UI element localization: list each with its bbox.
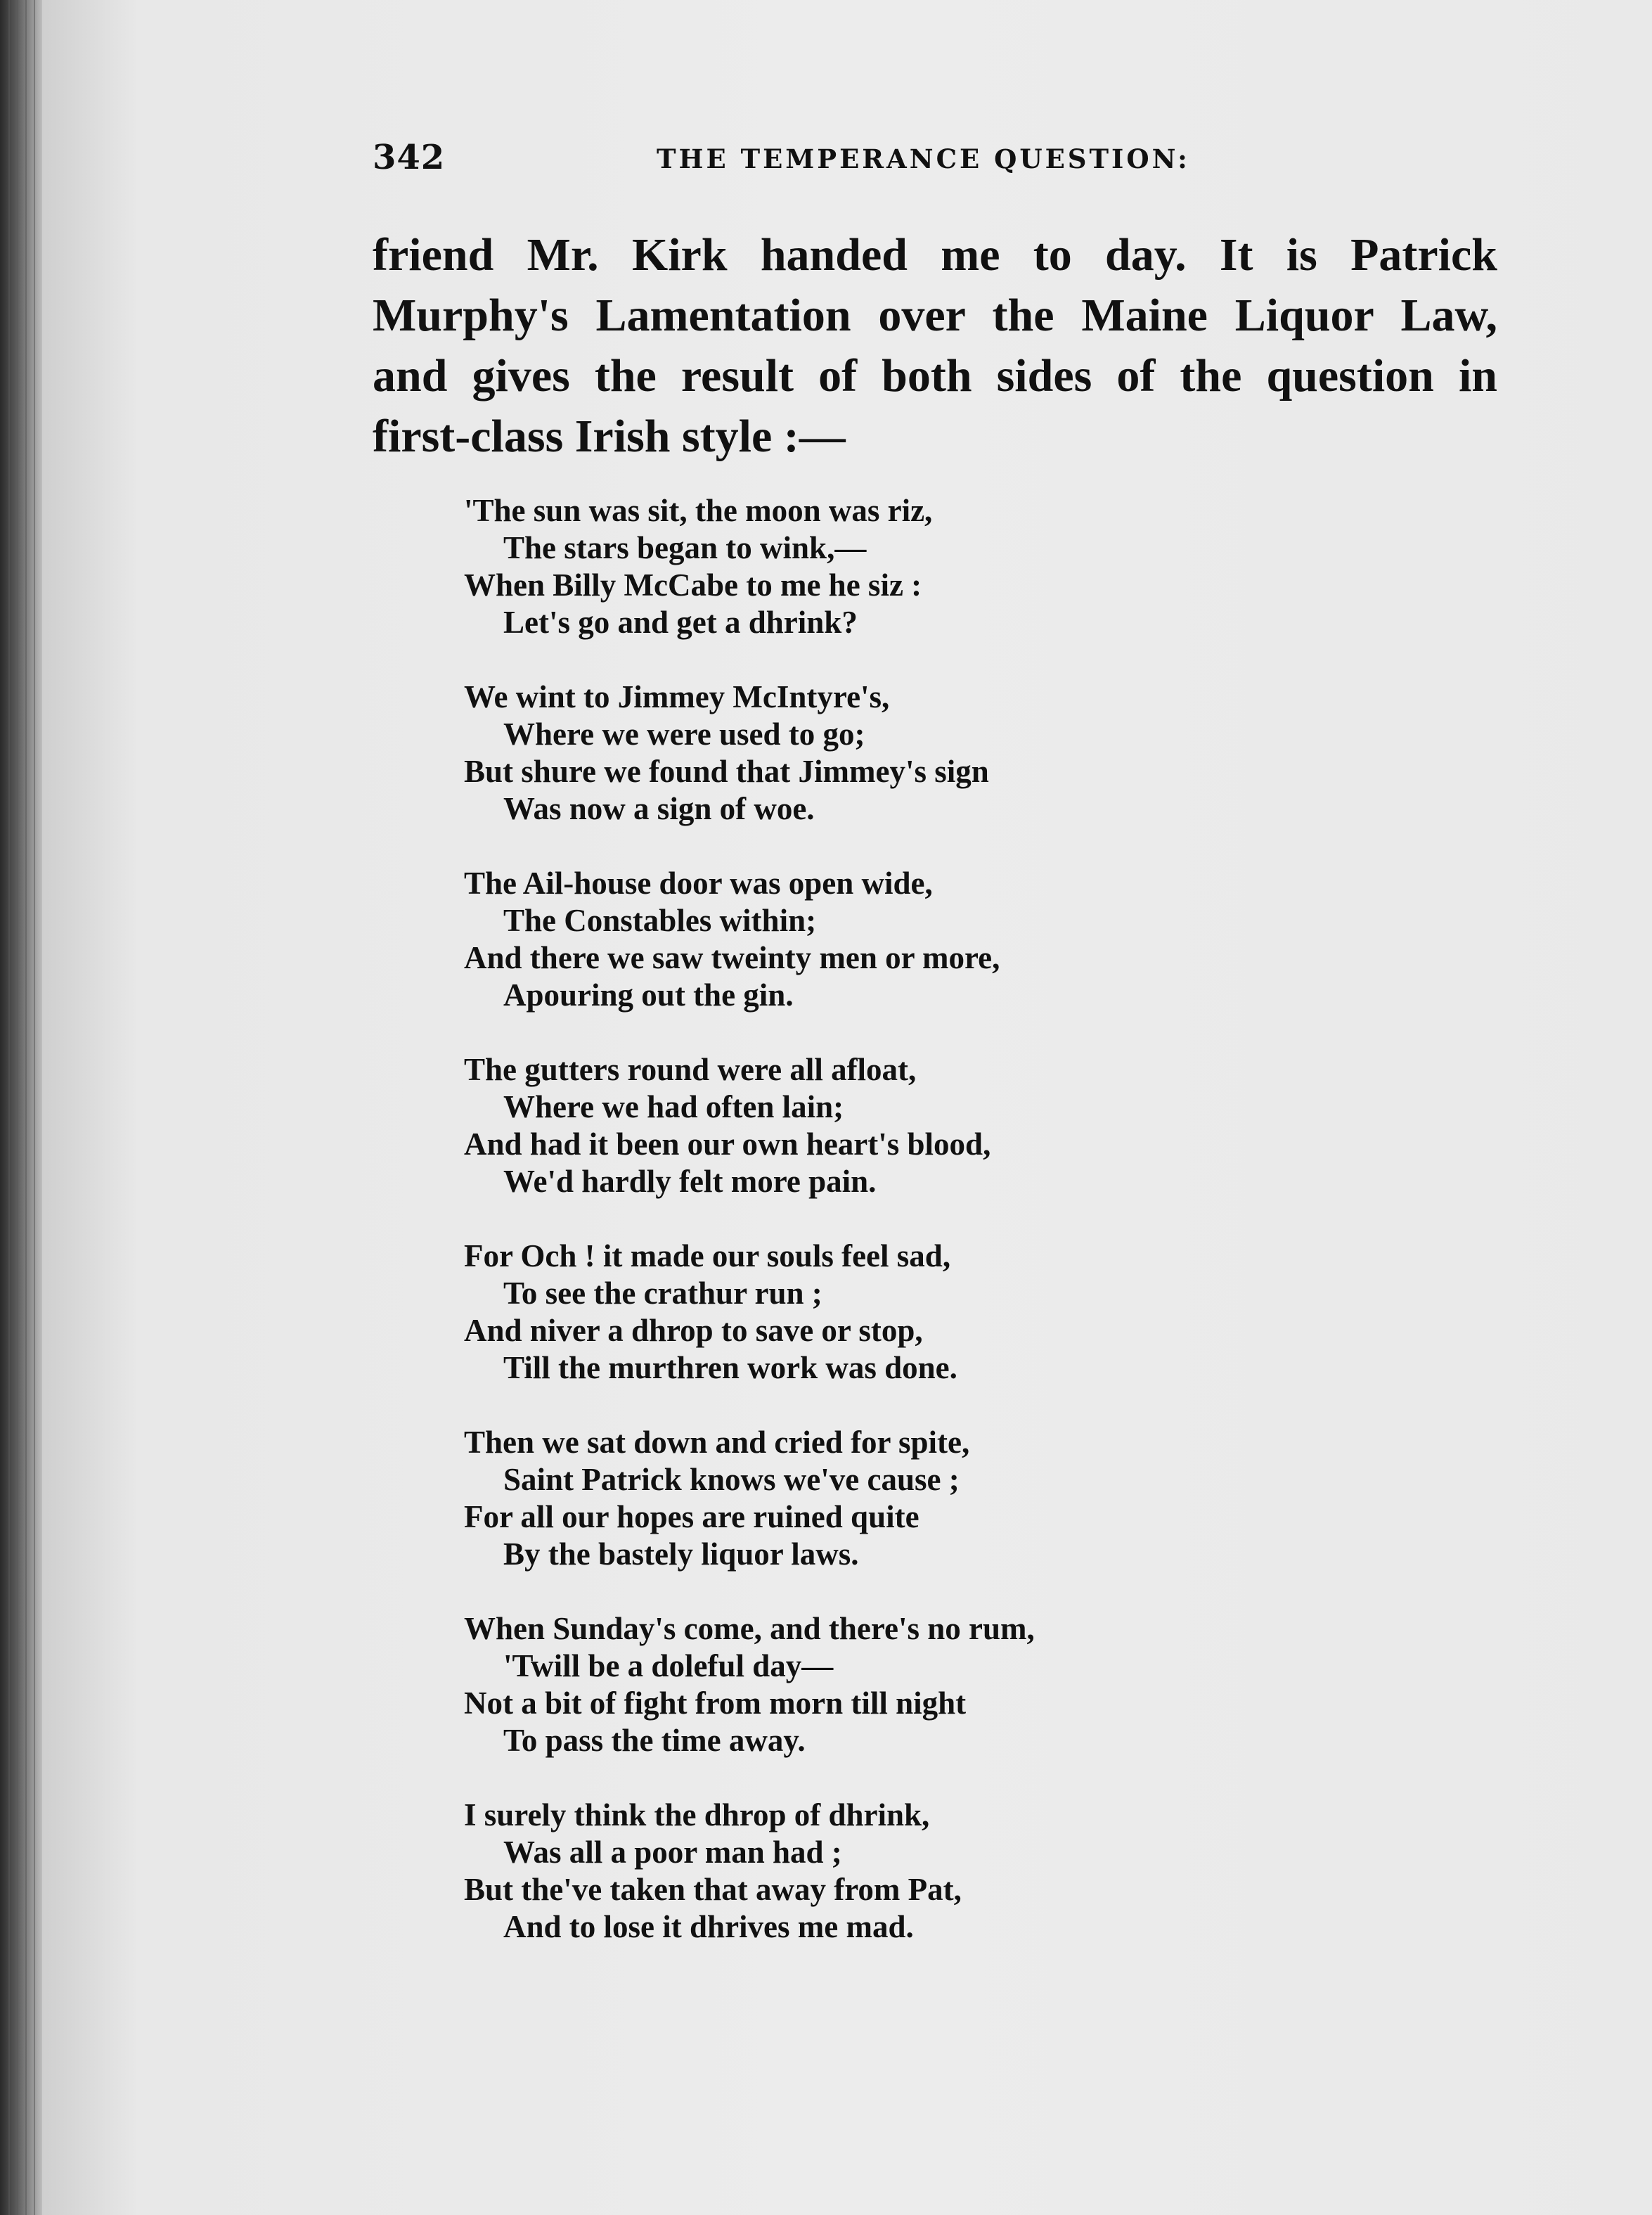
running-head: THE TEMPERANCE QUESTION: [657,143,1190,174]
poem-stanza [464,1610,1237,1759]
verse-line: When Billy McCabe to me he siz : [464,567,922,603]
verse-line: Then we sat down and cried for spite, [464,1425,970,1460]
verse-line: Was now a sign of woe. [503,791,815,826]
page-edge-line [8,0,10,2215]
page-edge-line [34,0,35,2215]
verse-line: And to lose it dhrives me mad. [503,1909,914,1944]
verse-line: But the've taken that away from Pat, [464,1872,962,1907]
verse-line: Till the murthren work was done. [503,1350,957,1385]
verse-line: The Constables within; [503,903,817,938]
prose-line: and gives the result of both sides of the question in [373,350,1497,402]
verse-line: When Sunday's come, and there's no rum, [464,1611,1035,1646]
poem-stanza [464,865,1237,1014]
verse-line: Apouring out the gin. [503,977,794,1013]
verse-line: And there we saw tweinty men or more, [464,940,1000,975]
verse-line: For all our hopes are ruined quite [464,1499,919,1534]
prose-line: friend Mr. Kirk handed me to day. It is Patrick [373,229,1497,281]
verse-line: 'Twill be a doleful day— [503,1648,834,1683]
verse-line: 'The sun was sit, the moon was riz, [464,493,933,528]
verse-line: Saint Patrick knows we've cause ; [503,1462,960,1497]
verse-line: And niver a dhrop to save or stop, [464,1313,923,1348]
prose-line: Murphy's Lamentation over the Maine Liquor Law, [373,290,1497,341]
poem-stanza [464,1238,1237,1387]
page-number: 342 [373,138,446,177]
verse-line: To see the crathur run ; [503,1276,822,1311]
poem-stanza [464,679,1237,828]
prose-line: first-class Irish style :— [373,411,846,462]
verse-line: Where we were used to go; [503,717,865,752]
poem-stanza [464,1797,1237,1946]
verse-line: The gutters round were all afloat, [464,1052,917,1087]
verse-line: By the bastely liquor laws. [503,1536,859,1572]
page-edge-line [17,0,18,2215]
poem [464,492,1237,1983]
verse-line: I surely think the dhrop of dhrink, [464,1797,930,1832]
poem-stanza [464,492,1237,641]
poem-stanza [464,1424,1237,1573]
verse-line: Was all a poor man had ; [503,1835,842,1870]
verse-line: Where we had often lain; [503,1089,844,1124]
verse-line: But shure we found that Jimmey's sign [464,754,989,789]
prose-paragraph [373,225,1497,467]
verse-line: The stars began to wink,— [503,530,867,565]
poem-stanza [464,1051,1237,1200]
verse-line: And had it been our own heart's blood, [464,1126,991,1162]
page-edge-line [25,0,27,2215]
verse-line: We wint to Jimmey McIntyre's, [464,679,890,714]
book-gutter [0,0,42,2215]
verse-line: The Ail-house door was open wide, [464,866,933,901]
verse-line: For Och ! it made our souls feel sad, [464,1238,951,1273]
verse-line: To pass the time away. [503,1723,806,1758]
page-header [373,138,1497,187]
verse-line: We'd hardly felt more pain. [503,1164,877,1199]
verse-line: Let's go and get a dhrink? [503,605,858,640]
verse-line: Not a bit of fight from morn till night [464,1686,967,1721]
